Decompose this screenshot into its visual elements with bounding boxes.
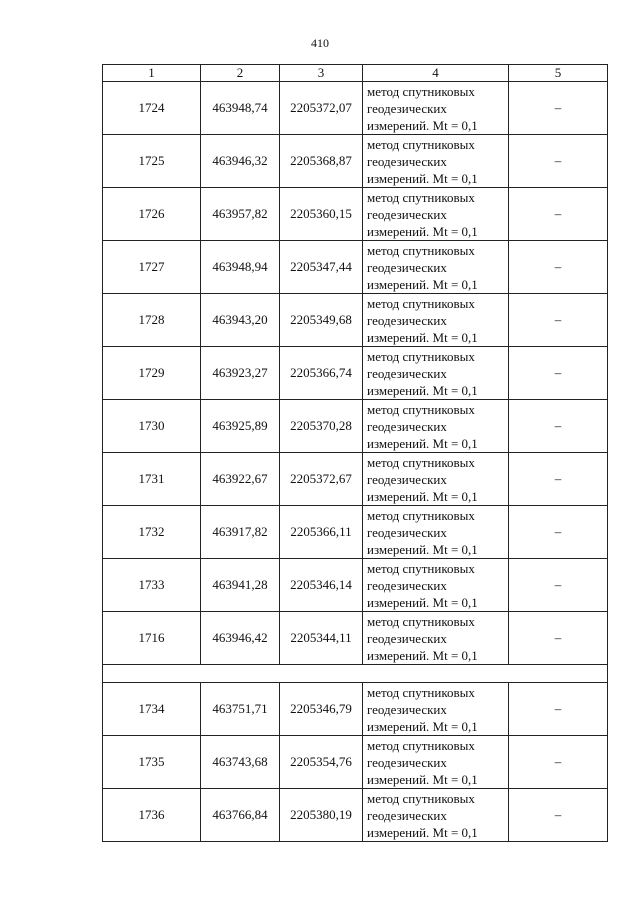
y-coordinate-cell: 2205349,68	[280, 294, 363, 347]
x-coordinate-cell: 463957,82	[201, 188, 280, 241]
method-line: геодезических	[367, 807, 447, 823]
method-cell	[363, 683, 509, 736]
group-separator-row	[103, 665, 608, 683]
method-line: измерений. Mt = 0,1	[367, 170, 478, 186]
y-coordinate-cell: 2205366,11	[280, 506, 363, 559]
method-line: метод спутниковых	[367, 507, 475, 523]
method-line: измерений. Mt = 0,1	[367, 276, 478, 292]
y-coordinate-cell: 2205372,67	[280, 453, 363, 506]
dash-cell: –	[509, 135, 608, 188]
y-coordinate-cell: 2205372,07	[280, 82, 363, 135]
table-row	[103, 241, 608, 294]
method-line: измерений. Mt = 0,1	[367, 223, 478, 239]
group-separator-cell	[103, 665, 608, 683]
x-coordinate-cell: 463948,74	[201, 82, 280, 135]
point-number-cell: 1735	[103, 736, 201, 789]
dash-cell: –	[509, 559, 608, 612]
point-number-cell: 1733	[103, 559, 201, 612]
method-cell	[363, 241, 509, 294]
method-cell	[363, 82, 509, 135]
method-line: измерений. Mt = 0,1	[367, 329, 478, 345]
header-cell-5: 5	[509, 65, 608, 82]
x-coordinate-cell: 463946,32	[201, 135, 280, 188]
dash-cell: –	[509, 188, 608, 241]
coordinates-table	[102, 64, 608, 842]
dash-cell: –	[509, 347, 608, 400]
dash-cell: –	[509, 453, 608, 506]
method-line: измерений. Mt = 0,1	[367, 647, 478, 663]
method-line: геодезических	[367, 312, 447, 328]
method-line: метод спутниковых	[367, 295, 475, 311]
header-cell-2: 2	[201, 65, 280, 82]
dash-cell: –	[509, 789, 608, 842]
method-cell	[363, 506, 509, 559]
method-line: метод спутниковых	[367, 560, 475, 576]
y-coordinate-cell: 2205380,19	[280, 789, 363, 842]
method-line: метод спутниковых	[367, 737, 475, 753]
dash-cell: –	[509, 612, 608, 665]
method-cell	[363, 789, 509, 842]
x-coordinate-cell: 463922,67	[201, 453, 280, 506]
table-row	[103, 135, 608, 188]
method-line: метод спутниковых	[367, 684, 475, 700]
point-number-cell: 1729	[103, 347, 201, 400]
method-line: метод спутниковых	[367, 189, 475, 205]
y-coordinate-cell: 2205346,14	[280, 559, 363, 612]
method-cell	[363, 294, 509, 347]
dash-cell: –	[509, 241, 608, 294]
method-line: измерений. Mt = 0,1	[367, 117, 478, 133]
x-coordinate-cell: 463941,28	[201, 559, 280, 612]
method-line: измерений. Mt = 0,1	[367, 541, 478, 557]
y-coordinate-cell: 2205354,76	[280, 736, 363, 789]
point-number-cell: 1730	[103, 400, 201, 453]
table-header-row	[103, 65, 608, 82]
method-line: метод спутниковых	[367, 348, 475, 364]
method-line: геодезических	[367, 630, 447, 646]
method-line: геодезических	[367, 365, 447, 381]
table-row	[103, 400, 608, 453]
x-coordinate-cell: 463925,89	[201, 400, 280, 453]
method-line: геодезических	[367, 259, 447, 275]
point-number-cell: 1725	[103, 135, 201, 188]
table-row	[103, 347, 608, 400]
point-number-cell: 1726	[103, 188, 201, 241]
point-number-cell: 1716	[103, 612, 201, 665]
table-row	[103, 453, 608, 506]
header-cell-4: 4	[363, 65, 509, 82]
method-cell	[363, 559, 509, 612]
method-line: метод спутниковых	[367, 83, 475, 99]
method-line: геодезических	[367, 471, 447, 487]
table-row	[103, 82, 608, 135]
method-line: геодезических	[367, 524, 447, 540]
table-row	[103, 188, 608, 241]
method-line: измерений. Mt = 0,1	[367, 771, 478, 787]
method-line: измерений. Mt = 0,1	[367, 824, 478, 840]
method-cell	[363, 188, 509, 241]
header-cell-3: 3	[280, 65, 363, 82]
method-line: измерений. Mt = 0,1	[367, 594, 478, 610]
method-cell	[363, 736, 509, 789]
dash-cell: –	[509, 683, 608, 736]
method-line: геодезических	[367, 153, 447, 169]
method-cell	[363, 347, 509, 400]
x-coordinate-cell: 463751,71	[201, 683, 280, 736]
method-line: метод спутниковых	[367, 136, 475, 152]
dash-cell: –	[509, 736, 608, 789]
method-line: геодезических	[367, 577, 447, 593]
method-line: геодезических	[367, 701, 447, 717]
table-row	[103, 683, 608, 736]
x-coordinate-cell: 463946,42	[201, 612, 280, 665]
table-row	[103, 612, 608, 665]
method-cell	[363, 135, 509, 188]
method-cell	[363, 453, 509, 506]
table-row	[103, 506, 608, 559]
y-coordinate-cell: 2205366,74	[280, 347, 363, 400]
method-line: геодезических	[367, 418, 447, 434]
x-coordinate-cell: 463948,94	[201, 241, 280, 294]
dash-cell: –	[509, 82, 608, 135]
dash-cell: –	[509, 506, 608, 559]
x-coordinate-cell: 463917,82	[201, 506, 280, 559]
x-coordinate-cell: 463923,27	[201, 347, 280, 400]
method-line: геодезических	[367, 206, 447, 222]
method-line: измерений. Mt = 0,1	[367, 488, 478, 504]
y-coordinate-cell: 2205347,44	[280, 241, 363, 294]
point-number-cell: 1731	[103, 453, 201, 506]
method-cell	[363, 612, 509, 665]
point-number-cell: 1727	[103, 241, 201, 294]
dash-cell: –	[509, 400, 608, 453]
point-number-cell: 1732	[103, 506, 201, 559]
y-coordinate-cell: 2205370,28	[280, 400, 363, 453]
point-number-cell: 1724	[103, 82, 201, 135]
y-coordinate-cell: 2205344,11	[280, 612, 363, 665]
method-cell	[363, 400, 509, 453]
table-row	[103, 559, 608, 612]
table-row	[103, 736, 608, 789]
page-number: 410	[311, 36, 329, 50]
method-line: метод спутниковых	[367, 242, 475, 258]
point-number-cell: 1736	[103, 789, 201, 842]
x-coordinate-cell: 463943,20	[201, 294, 280, 347]
method-line: геодезических	[367, 754, 447, 770]
x-coordinate-cell: 463766,84	[201, 789, 280, 842]
dash-cell: –	[509, 294, 608, 347]
y-coordinate-cell: 2205360,15	[280, 188, 363, 241]
header-cell-1: 1	[103, 65, 201, 82]
table-row	[103, 789, 608, 842]
method-line: метод спутниковых	[367, 790, 475, 806]
method-line: метод спутниковых	[367, 401, 475, 417]
method-line: метод спутниковых	[367, 454, 475, 470]
point-number-cell: 1728	[103, 294, 201, 347]
method-line: измерений. Mt = 0,1	[367, 435, 478, 451]
y-coordinate-cell: 2205346,79	[280, 683, 363, 736]
method-line: метод спутниковых	[367, 613, 475, 629]
y-coordinate-cell: 2205368,87	[280, 135, 363, 188]
method-line: измерений. Mt = 0,1	[367, 718, 478, 734]
method-line: измерений. Mt = 0,1	[367, 382, 478, 398]
table-row	[103, 294, 608, 347]
point-number-cell: 1734	[103, 683, 201, 736]
x-coordinate-cell: 463743,68	[201, 736, 280, 789]
method-line: геодезических	[367, 100, 447, 116]
